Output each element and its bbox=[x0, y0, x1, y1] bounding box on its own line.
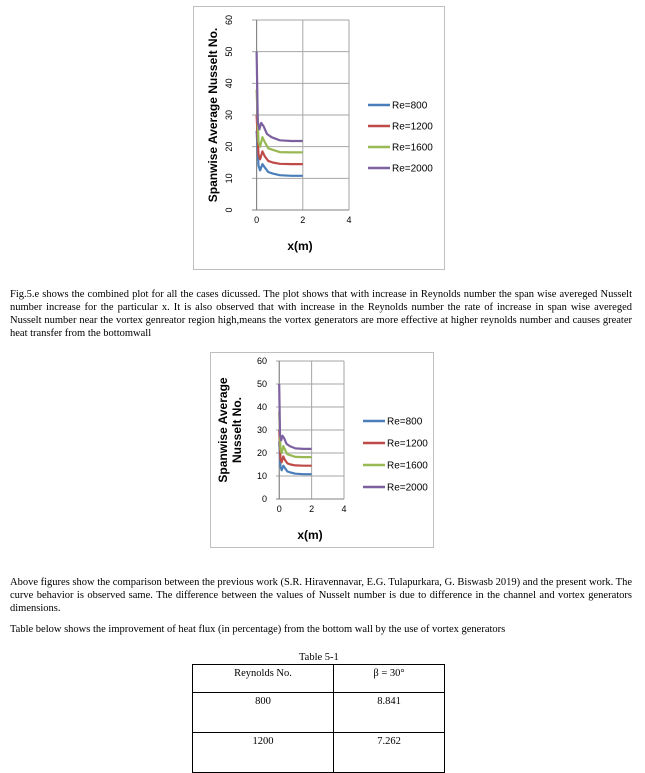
table-caption: Table 5-1 bbox=[299, 652, 339, 663]
legend-label: Re=800 bbox=[387, 416, 423, 428]
table-header-cell: β = 30° bbox=[334, 665, 445, 693]
y-tick-label: 0 bbox=[224, 207, 235, 213]
series-line-re-1600 bbox=[257, 90, 303, 153]
x-tick-label: 2 bbox=[300, 215, 306, 225]
legend-label: Re=1200 bbox=[387, 438, 428, 450]
y-tick-label: 30 bbox=[224, 109, 235, 121]
y-tick-label: 60 bbox=[224, 14, 235, 26]
legend-label: Re=2000 bbox=[387, 482, 428, 494]
x-tick-label: 2 bbox=[309, 504, 315, 514]
table-row bbox=[193, 733, 445, 773]
results-table bbox=[192, 664, 445, 773]
paragraph-1: Fig.5.e shows the combined plot for all the cases dicussed. The plot shows that with increase in Reynolds number the span wise avereged Nusselt number increase for the particular x. It is also observed that with increase in the Reynolds number the rate of increase in span wise avereged Nusselt number near the vortex genreator region high,means the vortex generators are more effective at higher reynolds number and causes greater heat transfer from the bottomwall bbox=[10, 289, 632, 339]
x-tick-label: 0 bbox=[254, 215, 260, 225]
x-tick-label: 0 bbox=[276, 504, 282, 514]
table-header-cell: Reynolds No. bbox=[193, 665, 334, 693]
y-tick-label: 60 bbox=[256, 356, 267, 367]
figure-2-chart bbox=[210, 352, 434, 548]
y-tick-label: 30 bbox=[256, 425, 267, 436]
x-tick-label: 4 bbox=[346, 215, 352, 225]
y-tick-label: 10 bbox=[224, 173, 235, 184]
y-tick-label: 50 bbox=[224, 46, 235, 57]
y-tick-label: 20 bbox=[224, 141, 235, 152]
series-line-re-2000 bbox=[279, 384, 311, 449]
x-tick-label: 4 bbox=[341, 504, 347, 514]
legend-label: Re=2000 bbox=[392, 163, 433, 175]
x-axis-title: x(m) bbox=[297, 528, 323, 542]
table-cell: 800 bbox=[193, 693, 334, 733]
table-cell: 8.841 bbox=[334, 693, 445, 733]
y-axis-title: Spanwise Average Nusselt No. bbox=[206, 27, 220, 203]
y-axis-title: Spanwise Average bbox=[216, 377, 230, 483]
legend-label: Re=1200 bbox=[392, 121, 433, 133]
table-header-row bbox=[193, 665, 445, 693]
y-tick-label: 50 bbox=[256, 379, 267, 390]
series-line-re-1600 bbox=[279, 412, 311, 458]
figure-2-svg bbox=[211, 353, 433, 547]
paragraph-2: Above figures show the comparison between the previous work (S.R. Hiravennavar, E.G. Tulapurkara, G. Biswasb 2019) and the present work. The curve behavior is observed same. The difference between the values of Nusselt number is due to difference in the channel and vortex generators dimensions. bbox=[10, 577, 632, 614]
y-tick-label: 40 bbox=[256, 402, 267, 413]
series-line-re-2000 bbox=[257, 52, 303, 141]
figure-1-chart bbox=[193, 6, 445, 270]
y-tick-label: 10 bbox=[256, 471, 267, 482]
paragraph-3: Table below shows the improvement of heat flux (in percentage) from the bottom wall by the use of vortex generators bbox=[10, 624, 506, 635]
y-tick-label: 0 bbox=[261, 494, 267, 505]
x-axis-title: x(m) bbox=[287, 239, 313, 253]
y-tick-label: 20 bbox=[256, 448, 267, 459]
legend-label: Re=1600 bbox=[392, 142, 433, 154]
y-tick-label: 40 bbox=[224, 78, 235, 89]
legend-label: Re=800 bbox=[392, 100, 428, 112]
legend-label: Re=1600 bbox=[387, 460, 428, 472]
table-cell: 1200 bbox=[193, 733, 334, 773]
table-cell: 7.262 bbox=[334, 733, 445, 773]
y-axis-title: Nusselt No. bbox=[230, 396, 244, 464]
figure-1-svg bbox=[194, 7, 444, 269]
table-row bbox=[193, 693, 445, 733]
